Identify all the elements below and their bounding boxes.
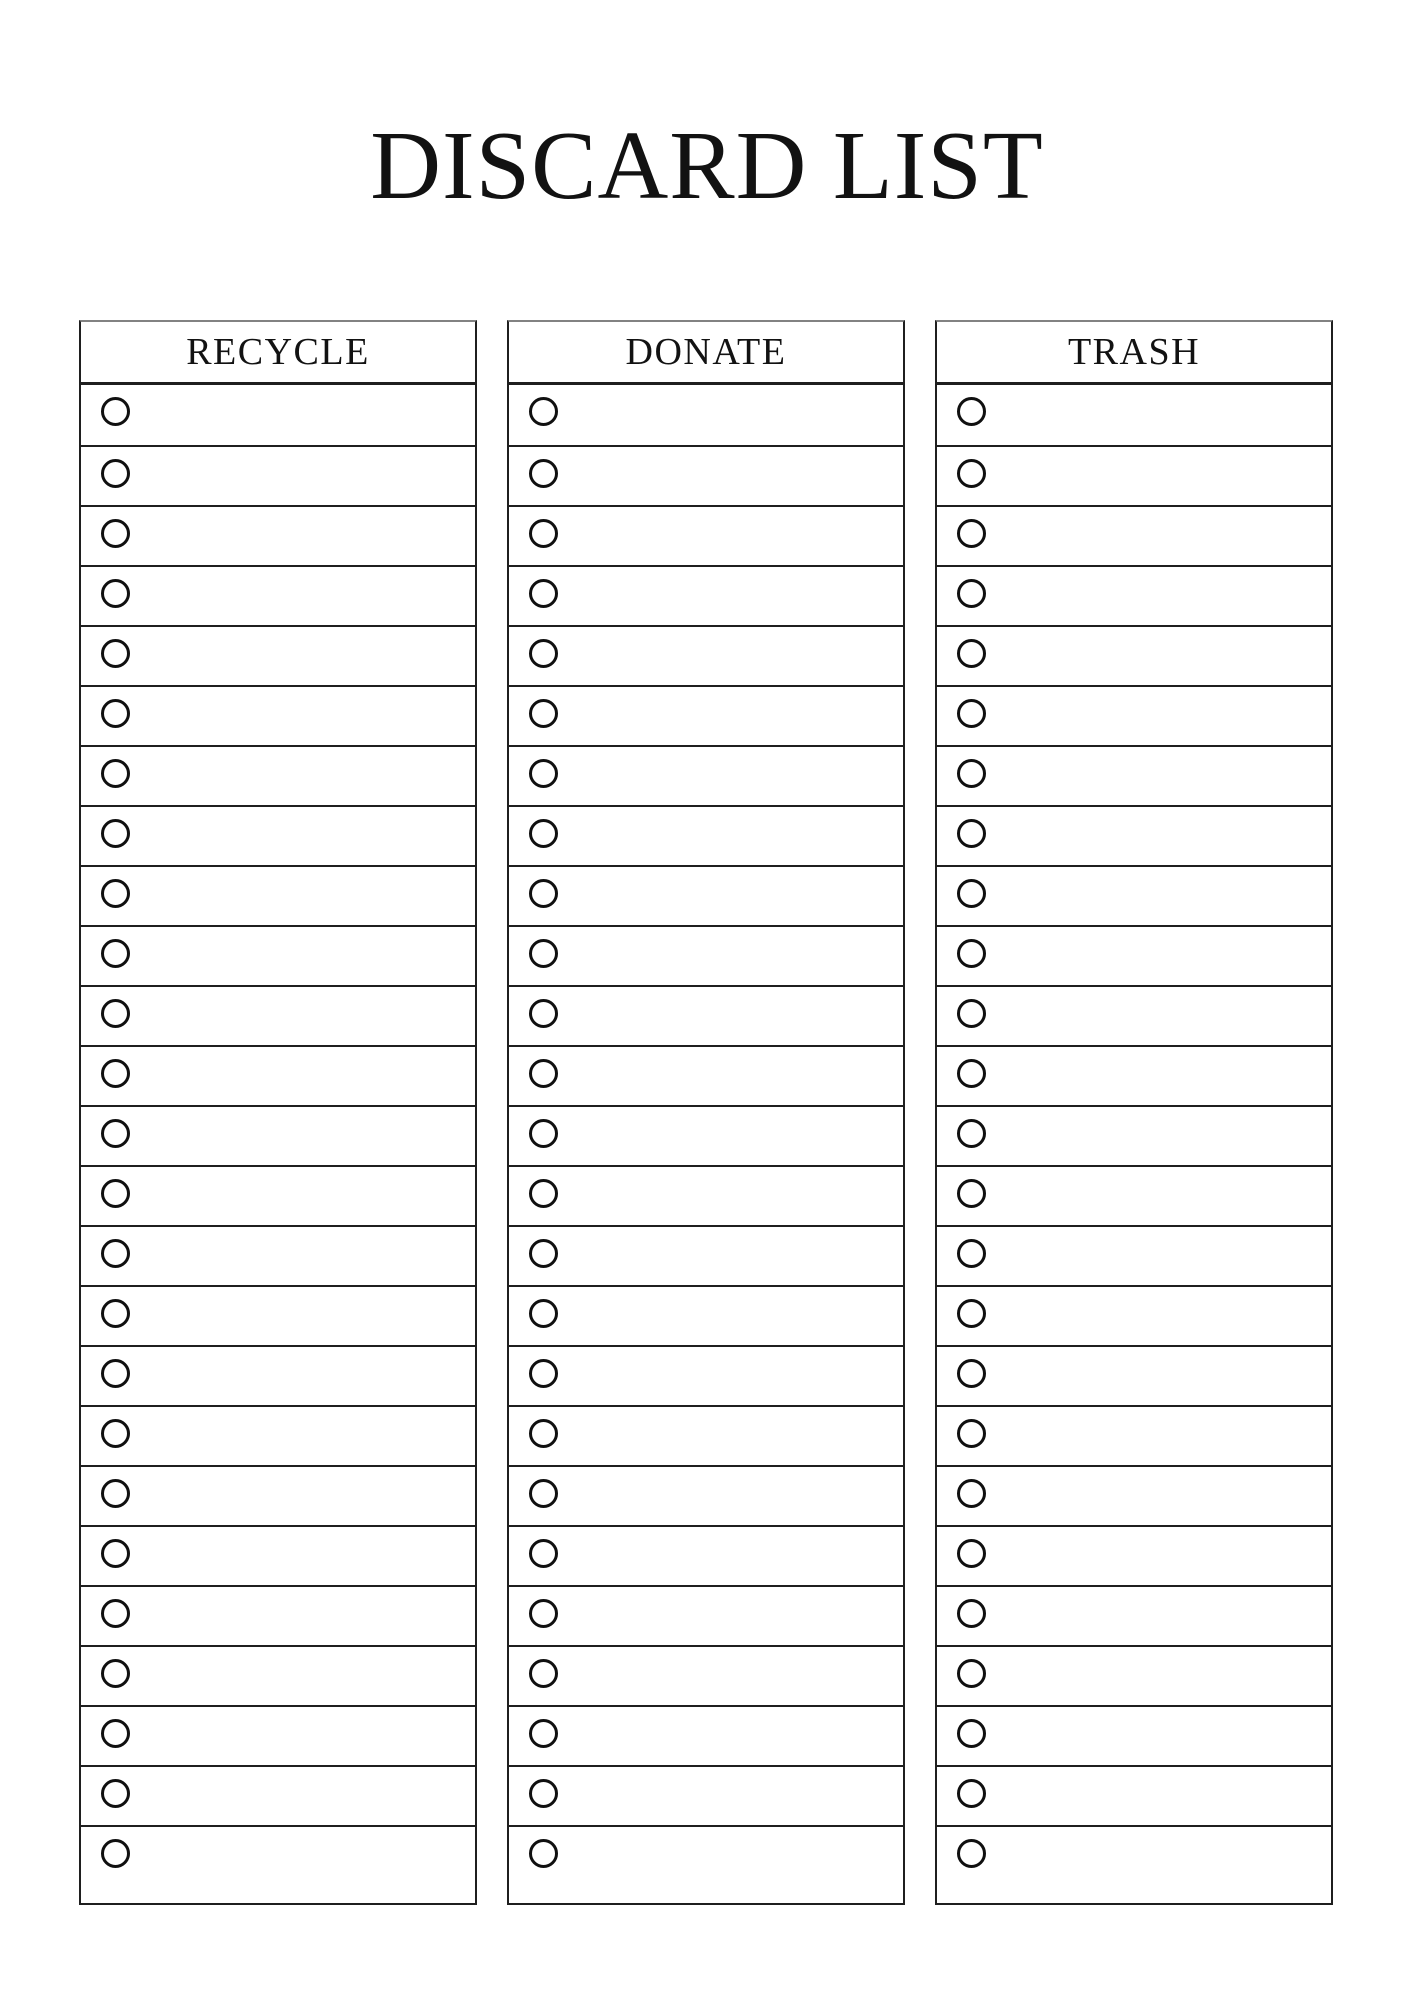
- column-recycle: [79, 320, 477, 1905]
- list-item-row[interactable]: [937, 445, 1331, 505]
- list-item-row[interactable]: [81, 385, 475, 445]
- checkbox-circle-icon[interactable]: [529, 579, 558, 608]
- item-text-area[interactable]: [143, 635, 465, 675]
- list-item-row[interactable]: [81, 1405, 475, 1465]
- list-item-row[interactable]: [81, 1105, 475, 1165]
- item-text-area[interactable]: [143, 1715, 465, 1755]
- checkbox-circle-icon[interactable]: [101, 939, 130, 968]
- checkbox-circle-icon[interactable]: [101, 1719, 130, 1748]
- list-item-row[interactable]: [937, 925, 1331, 985]
- item-text-area[interactable]: [571, 995, 893, 1035]
- list-item-row[interactable]: [81, 445, 475, 505]
- list-item-row[interactable]: [937, 1645, 1331, 1705]
- checkbox-circle-icon[interactable]: [529, 1419, 558, 1448]
- item-text-area[interactable]: [143, 455, 465, 495]
- item-text-area[interactable]: [571, 1235, 893, 1275]
- item-text-area[interactable]: [143, 575, 465, 615]
- list-item-row[interactable]: [509, 1225, 903, 1285]
- list-item-row[interactable]: [509, 1585, 903, 1645]
- list-item-row[interactable]: [937, 985, 1331, 1045]
- checkbox-circle-icon[interactable]: [101, 519, 130, 548]
- checkbox-circle-icon[interactable]: [957, 699, 986, 728]
- item-text-area[interactable]: [143, 815, 465, 855]
- list-item-row[interactable]: [509, 745, 903, 805]
- checkbox-circle-icon[interactable]: [101, 397, 130, 426]
- list-item-row[interactable]: [937, 1705, 1331, 1765]
- list-item-row[interactable]: [937, 1825, 1331, 1903]
- item-text-area[interactable]: [571, 815, 893, 855]
- item-text-area[interactable]: [143, 1535, 465, 1575]
- list-item-row[interactable]: [509, 1525, 903, 1585]
- item-text-area[interactable]: [571, 393, 893, 433]
- item-text-area[interactable]: [999, 1535, 1321, 1575]
- checkbox-circle-icon[interactable]: [957, 1419, 986, 1448]
- checkbox-circle-icon[interactable]: [957, 1359, 986, 1388]
- item-text-area[interactable]: [571, 1595, 893, 1635]
- list-item-row[interactable]: [509, 1405, 903, 1465]
- checkbox-circle-icon[interactable]: [529, 879, 558, 908]
- checkbox-circle-icon[interactable]: [101, 1059, 130, 1088]
- item-text-area[interactable]: [999, 1775, 1321, 1815]
- checkbox-circle-icon[interactable]: [529, 1599, 558, 1628]
- list-item-row[interactable]: [509, 1705, 903, 1765]
- item-text-area[interactable]: [143, 995, 465, 1035]
- item-text-area[interactable]: [999, 995, 1321, 1035]
- checkbox-circle-icon[interactable]: [957, 459, 986, 488]
- item-text-area[interactable]: [999, 815, 1321, 855]
- checkbox-circle-icon[interactable]: [957, 1839, 986, 1868]
- list-item-row[interactable]: [81, 865, 475, 925]
- checkbox-circle-icon[interactable]: [529, 939, 558, 968]
- checkbox-circle-icon[interactable]: [529, 1119, 558, 1148]
- list-item-row[interactable]: [81, 745, 475, 805]
- item-text-area[interactable]: [143, 1835, 465, 1875]
- list-item-row[interactable]: [81, 1585, 475, 1645]
- item-text-area[interactable]: [143, 1175, 465, 1215]
- checkbox-circle-icon[interactable]: [529, 459, 558, 488]
- list-item-row[interactable]: [509, 1465, 903, 1525]
- checkbox-circle-icon[interactable]: [529, 1779, 558, 1808]
- checkbox-circle-icon[interactable]: [529, 1059, 558, 1088]
- list-item-row[interactable]: [509, 1645, 903, 1705]
- list-item-row[interactable]: [937, 1225, 1331, 1285]
- checkbox-circle-icon[interactable]: [957, 999, 986, 1028]
- list-item-row[interactable]: [509, 805, 903, 865]
- item-text-area[interactable]: [999, 575, 1321, 615]
- checkbox-circle-icon[interactable]: [101, 1359, 130, 1388]
- checkbox-circle-icon[interactable]: [101, 1539, 130, 1568]
- list-item-row[interactable]: [509, 1045, 903, 1105]
- item-text-area[interactable]: [143, 1055, 465, 1095]
- item-text-area[interactable]: [999, 455, 1321, 495]
- list-item-row[interactable]: [81, 985, 475, 1045]
- checkbox-circle-icon[interactable]: [529, 819, 558, 848]
- list-item-row[interactable]: [509, 565, 903, 625]
- list-item-row[interactable]: [937, 625, 1331, 685]
- item-text-area[interactable]: [571, 635, 893, 675]
- list-item-row[interactable]: [509, 865, 903, 925]
- item-text-area[interactable]: [999, 1115, 1321, 1155]
- item-text-area[interactable]: [999, 635, 1321, 675]
- item-text-area[interactable]: [571, 1655, 893, 1695]
- list-item-row[interactable]: [937, 1045, 1331, 1105]
- checkbox-circle-icon[interactable]: [101, 459, 130, 488]
- checkbox-circle-icon[interactable]: [957, 1239, 986, 1268]
- list-item-row[interactable]: [509, 1345, 903, 1405]
- item-text-area[interactable]: [571, 1715, 893, 1755]
- checkbox-circle-icon[interactable]: [101, 759, 130, 788]
- checkbox-circle-icon[interactable]: [101, 1119, 130, 1148]
- checkbox-circle-icon[interactable]: [957, 1299, 986, 1328]
- checkbox-circle-icon[interactable]: [957, 1059, 986, 1088]
- page-title: DISCARD LIST: [370, 112, 1044, 220]
- list-item-row[interactable]: [509, 1165, 903, 1225]
- checkbox-circle-icon[interactable]: [101, 819, 130, 848]
- checkbox-circle-icon[interactable]: [957, 397, 986, 426]
- checkbox-circle-icon[interactable]: [957, 1539, 986, 1568]
- checkbox-circle-icon[interactable]: [529, 699, 558, 728]
- item-text-area[interactable]: [571, 575, 893, 615]
- item-text-area[interactable]: [999, 1175, 1321, 1215]
- list-item-row[interactable]: [937, 1285, 1331, 1345]
- checkbox-circle-icon[interactable]: [101, 1479, 130, 1508]
- item-text-area[interactable]: [571, 875, 893, 915]
- checkbox-circle-icon[interactable]: [529, 519, 558, 548]
- list-item-row[interactable]: [937, 565, 1331, 625]
- list-item-row[interactable]: [509, 505, 903, 565]
- column-trash: [935, 320, 1333, 1905]
- list-item-row[interactable]: [81, 1765, 475, 1825]
- checkbox-circle-icon[interactable]: [101, 999, 130, 1028]
- item-text-area[interactable]: [999, 1235, 1321, 1275]
- item-text-area[interactable]: [999, 393, 1321, 433]
- list-item-row[interactable]: [937, 1585, 1331, 1645]
- checkbox-circle-icon[interactable]: [529, 1839, 558, 1868]
- item-text-area[interactable]: [999, 1475, 1321, 1515]
- list-item-row[interactable]: [509, 1825, 903, 1903]
- checkbox-circle-icon[interactable]: [957, 1719, 986, 1748]
- item-text-area[interactable]: [571, 1835, 893, 1875]
- list-item-row[interactable]: [937, 1465, 1331, 1525]
- list-item-row[interactable]: [509, 1105, 903, 1165]
- checkbox-circle-icon[interactable]: [529, 1479, 558, 1508]
- item-text-area[interactable]: [999, 1295, 1321, 1335]
- item-text-area[interactable]: [571, 1055, 893, 1095]
- item-text-area[interactable]: [999, 1595, 1321, 1635]
- item-text-area[interactable]: [571, 755, 893, 795]
- list-item-row[interactable]: [81, 505, 475, 565]
- checkbox-circle-icon[interactable]: [957, 1119, 986, 1148]
- item-text-area[interactable]: [143, 935, 465, 975]
- checkbox-circle-icon[interactable]: [101, 699, 130, 728]
- list-item-row[interactable]: [937, 1105, 1331, 1165]
- checkbox-circle-icon[interactable]: [529, 397, 558, 426]
- checkbox-circle-icon[interactable]: [101, 1839, 130, 1868]
- list-item-row[interactable]: [81, 1645, 475, 1705]
- item-text-area[interactable]: [571, 1535, 893, 1575]
- item-text-area[interactable]: [999, 875, 1321, 915]
- list-item-row[interactable]: [937, 745, 1331, 805]
- column-donate: [507, 320, 905, 1905]
- list-item-row[interactable]: [509, 925, 903, 985]
- item-text-area[interactable]: [143, 1235, 465, 1275]
- item-text-area[interactable]: [143, 1355, 465, 1395]
- list-item-row[interactable]: [81, 1705, 475, 1765]
- list-item-row[interactable]: [81, 625, 475, 685]
- checkbox-circle-icon[interactable]: [529, 1239, 558, 1268]
- checkbox-circle-icon[interactable]: [101, 1419, 130, 1448]
- list-item-row[interactable]: [81, 1525, 475, 1585]
- column-header-donate: DONATE: [509, 322, 903, 385]
- list-item-row[interactable]: [81, 925, 475, 985]
- item-text-area[interactable]: [999, 935, 1321, 975]
- checkbox-circle-icon[interactable]: [101, 579, 130, 608]
- item-text-area[interactable]: [143, 1475, 465, 1515]
- item-text-area[interactable]: [999, 1655, 1321, 1695]
- list-item-row[interactable]: [509, 445, 903, 505]
- list-item-row[interactable]: [937, 865, 1331, 925]
- item-text-area[interactable]: [999, 515, 1321, 555]
- item-text-area[interactable]: [571, 1415, 893, 1455]
- checkbox-circle-icon[interactable]: [957, 1779, 986, 1808]
- item-text-area[interactable]: [143, 393, 465, 433]
- list-item-row[interactable]: [937, 385, 1331, 445]
- list-item-row[interactable]: [81, 1825, 475, 1903]
- list-item-row[interactable]: [509, 1765, 903, 1825]
- item-text-area[interactable]: [143, 755, 465, 795]
- item-text-area[interactable]: [143, 695, 465, 735]
- item-text-area[interactable]: [571, 1775, 893, 1815]
- item-text-area[interactable]: [143, 1415, 465, 1455]
- list-item-row[interactable]: [81, 1285, 475, 1345]
- list-item-row[interactable]: [509, 625, 903, 685]
- checkbox-circle-icon[interactable]: [101, 1779, 130, 1808]
- item-text-area[interactable]: [143, 1655, 465, 1695]
- item-text-area[interactable]: [571, 1175, 893, 1215]
- column-header-recycle: RECYCLE: [81, 322, 475, 385]
- list-item-row[interactable]: [81, 1045, 475, 1105]
- item-text-area[interactable]: [571, 1115, 893, 1155]
- checkbox-circle-icon[interactable]: [957, 1599, 986, 1628]
- item-text-area[interactable]: [143, 1115, 465, 1155]
- item-text-area[interactable]: [571, 695, 893, 735]
- list-item-row[interactable]: [81, 1165, 475, 1225]
- checkbox-circle-icon[interactable]: [529, 1719, 558, 1748]
- item-text-area[interactable]: [999, 1715, 1321, 1755]
- checkbox-circle-icon[interactable]: [957, 519, 986, 548]
- list-item-row[interactable]: [937, 1765, 1331, 1825]
- item-text-area[interactable]: [143, 1775, 465, 1815]
- checkbox-circle-icon[interactable]: [101, 1239, 130, 1268]
- list-item-row[interactable]: [937, 1345, 1331, 1405]
- item-text-area[interactable]: [999, 1055, 1321, 1095]
- checkbox-circle-icon[interactable]: [957, 639, 986, 668]
- checkbox-circle-icon[interactable]: [529, 999, 558, 1028]
- item-text-area[interactable]: [143, 515, 465, 555]
- item-text-area[interactable]: [999, 755, 1321, 795]
- checkbox-circle-icon[interactable]: [529, 639, 558, 668]
- item-text-area[interactable]: [999, 695, 1321, 735]
- list-item-row[interactable]: [937, 505, 1331, 565]
- list-item-row[interactable]: [81, 1225, 475, 1285]
- item-text-area[interactable]: [143, 875, 465, 915]
- list-item-row[interactable]: [81, 565, 475, 625]
- list-item-row[interactable]: [509, 1285, 903, 1345]
- checkbox-circle-icon[interactable]: [101, 1179, 130, 1208]
- item-text-area[interactable]: [999, 1415, 1321, 1455]
- column-header-trash: TRASH: [937, 322, 1331, 385]
- checkbox-circle-icon[interactable]: [101, 1299, 130, 1328]
- item-text-area[interactable]: [571, 455, 893, 495]
- checkbox-circle-icon[interactable]: [101, 639, 130, 668]
- checkbox-circle-icon[interactable]: [529, 759, 558, 788]
- checkbox-circle-icon[interactable]: [957, 819, 986, 848]
- checkbox-circle-icon[interactable]: [529, 1359, 558, 1388]
- list-item-row[interactable]: [81, 1345, 475, 1405]
- list-item-row[interactable]: [937, 1405, 1331, 1465]
- checkbox-circle-icon[interactable]: [957, 1659, 986, 1688]
- list-item-row[interactable]: [937, 685, 1331, 745]
- list-item-row[interactable]: [509, 385, 903, 445]
- checkbox-circle-icon[interactable]: [957, 1179, 986, 1208]
- checkbox-circle-icon[interactable]: [529, 1179, 558, 1208]
- checkbox-circle-icon[interactable]: [101, 1599, 130, 1628]
- item-text-area[interactable]: [999, 1355, 1321, 1395]
- checkbox-circle-icon[interactable]: [529, 1659, 558, 1688]
- checkbox-circle-icon[interactable]: [957, 879, 986, 908]
- item-text-area[interactable]: [571, 1475, 893, 1515]
- checkbox-circle-icon[interactable]: [529, 1539, 558, 1568]
- item-text-area[interactable]: [143, 1595, 465, 1635]
- item-text-area[interactable]: [571, 1295, 893, 1335]
- checkbox-circle-icon[interactable]: [101, 1659, 130, 1688]
- item-text-area[interactable]: [143, 1295, 465, 1335]
- item-text-area[interactable]: [571, 935, 893, 975]
- list-item-row[interactable]: [509, 985, 903, 1045]
- list-item-row[interactable]: [81, 1465, 475, 1525]
- item-text-area[interactable]: [999, 1835, 1321, 1875]
- checkbox-circle-icon[interactable]: [957, 939, 986, 968]
- columns-container: [79, 320, 1333, 1905]
- item-text-area[interactable]: [571, 515, 893, 555]
- checkbox-circle-icon[interactable]: [101, 879, 130, 908]
- item-text-area[interactable]: [571, 1355, 893, 1395]
- list-item-row[interactable]: [937, 1165, 1331, 1225]
- list-item-row[interactable]: [81, 685, 475, 745]
- list-item-row[interactable]: [509, 685, 903, 745]
- checkbox-circle-icon[interactable]: [957, 1479, 986, 1508]
- checkbox-circle-icon[interactable]: [957, 759, 986, 788]
- list-item-row[interactable]: [81, 805, 475, 865]
- checkbox-circle-icon[interactable]: [529, 1299, 558, 1328]
- list-item-row[interactable]: [937, 805, 1331, 865]
- list-item-row[interactable]: [937, 1525, 1331, 1585]
- checkbox-circle-icon[interactable]: [957, 579, 986, 608]
